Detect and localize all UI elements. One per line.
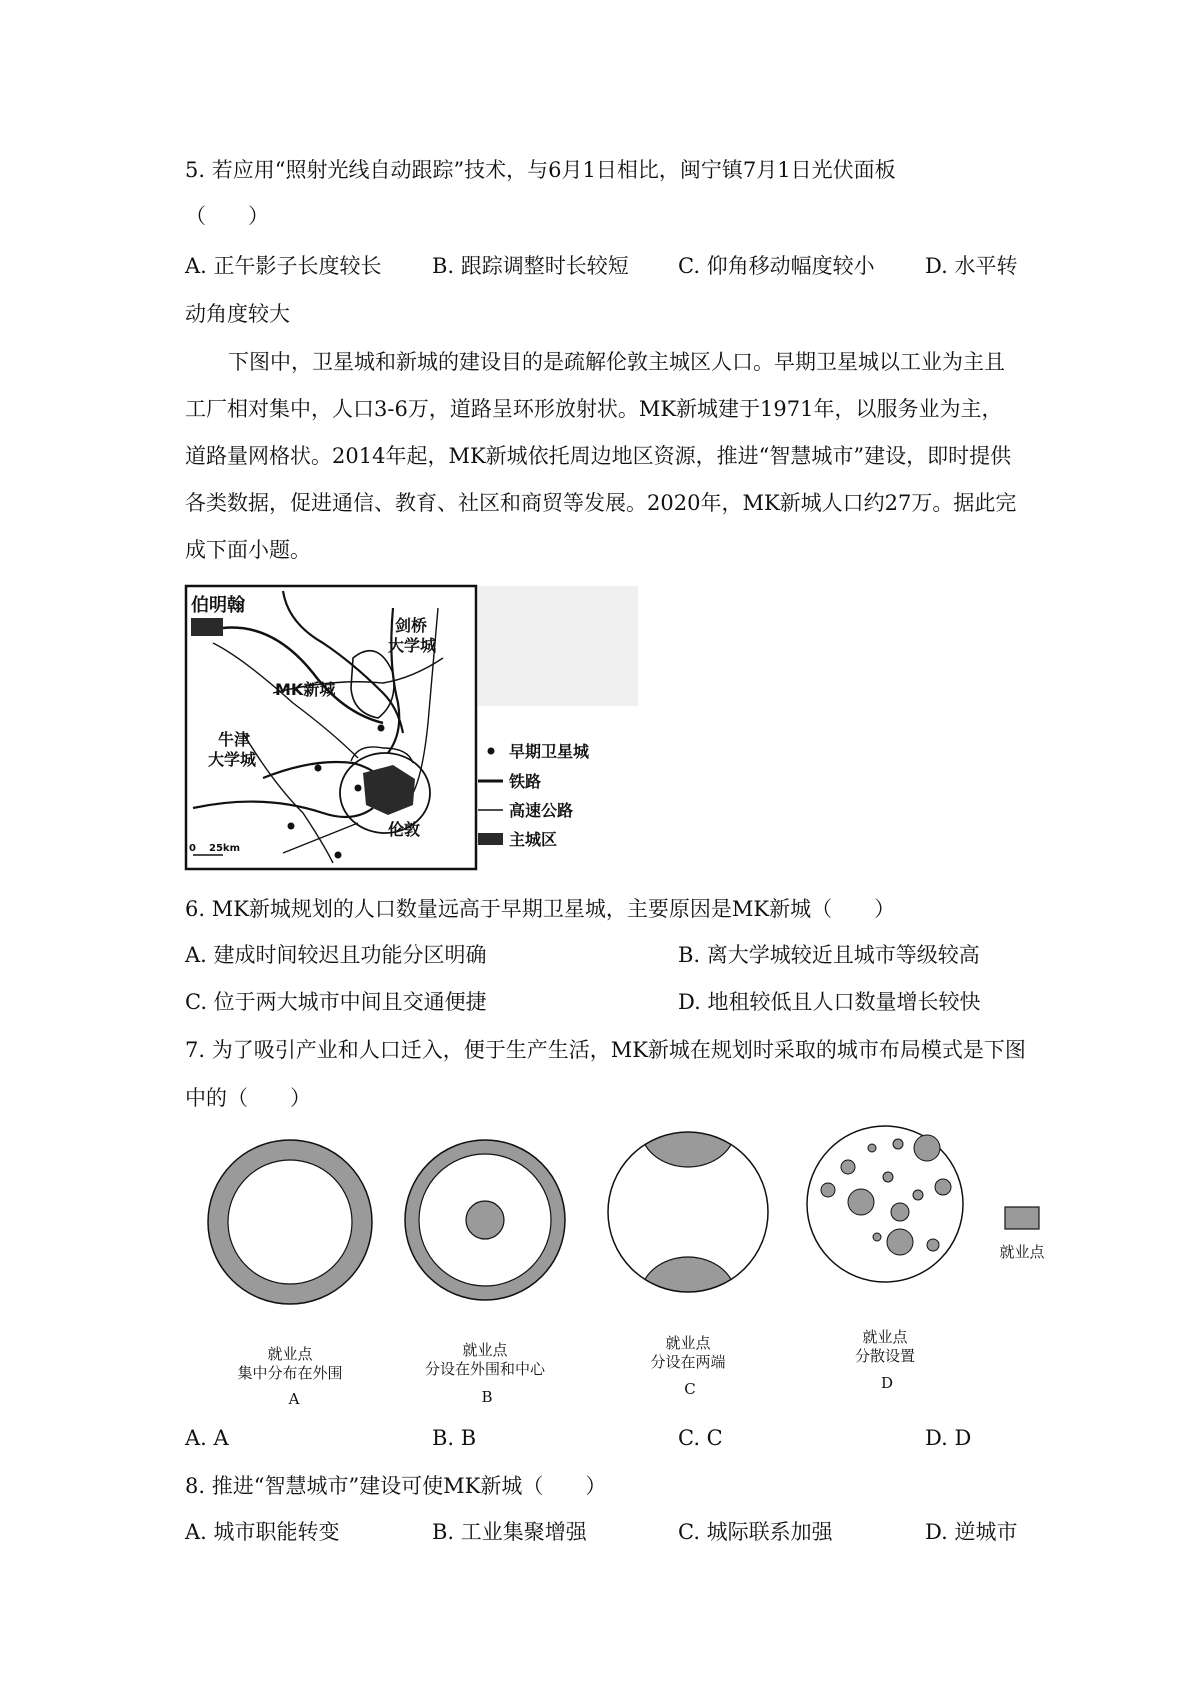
q7-option-a: A. A [185, 1426, 229, 1450]
passage-line-1: 下图中，卫星城和新城的建设目的是疏解伦敦主城区人口。早期卫星城以工业为主且 [228, 350, 1005, 374]
q6-option-b: B. 离大学城较近且城市等级较高 [678, 943, 980, 967]
layout-a-caption-1: 就业点 [267, 1345, 313, 1363]
q8-option-d: D. 逆城市 [925, 1520, 1018, 1544]
satellite-town-dot [288, 823, 295, 830]
legend-railway: 铁路 [509, 772, 542, 791]
mk-new-town-label: MK新城 [275, 680, 336, 699]
q5-option-d: D. 水平转 [925, 254, 1018, 278]
employment-legend-label: 就业点 [999, 1243, 1045, 1261]
layout-diagram-b [405, 1140, 565, 1406]
q5-option-b: B. 跟踪调整时长较短 [432, 254, 629, 278]
layout-diagram-d [807, 1126, 963, 1392]
layout-c-letter: C [684, 1380, 696, 1398]
q8-option-a: A. 城市职能转变 [185, 1520, 340, 1544]
layout-diagram-c [608, 1112, 768, 1398]
legend-dot-symbol [488, 748, 495, 755]
q6-option-d: D. 地租较低且人口数量增长较快 [678, 990, 981, 1014]
legend-satellite-town: 早期卫星城 [509, 742, 590, 761]
layout-d-letter: D [880, 1374, 894, 1392]
q7-option-d: D. D [925, 1426, 972, 1450]
legend-motorway: 高速公路 [509, 801, 574, 820]
q8-option-b: B. 工业集聚增强 [432, 1520, 587, 1544]
layout-a-caption-2: 集中分布在外围 [237, 1364, 343, 1382]
layout-diagram-a [208, 1140, 372, 1408]
passage-line-3: 道路量网格状。2014年起，MK新城依托周边地区资源，推进“智慧城市”建设，即时提供 [185, 444, 1012, 468]
scale-zero: 0 [189, 843, 196, 854]
q5-blank: （ ） [185, 204, 269, 228]
layout-a-letter: A [288, 1390, 300, 1408]
london-new-town-map [183, 583, 643, 873]
q6-option-a: A. 建成时间较迟且功能分区明确 [185, 943, 487, 967]
employment-legend-symbol [1005, 1207, 1039, 1229]
cambridge-label-2: 大学城 [388, 636, 437, 655]
q7-option-c: C. C [678, 1426, 723, 1450]
cambridge-label-1: 剑桥 [395, 616, 428, 635]
legend-urban-symbol [478, 833, 503, 845]
passage-line-4: 各类数据，促进通信、教育、社区和商贸等发展。2020年，MK新城人口约27万。据此完 [185, 491, 1017, 515]
q5-option-a: A. 正午影子长度较长 [185, 254, 382, 278]
legend-urban-area: 主城区 [509, 830, 558, 849]
q7-option-b: B. B [432, 1426, 477, 1450]
city-layout-diagrams [200, 1112, 1060, 1412]
passage-line-5: 成下面小题。 [185, 538, 311, 562]
oxford-label-1: 牛津 [218, 730, 251, 749]
oxford-label-2: 大学城 [208, 750, 257, 769]
q7-stem: 7. 为了吸引产业和人口迁入，便于生产生活，MK新城在规划时采取的城市布局模式是下图 [185, 1038, 1026, 1062]
layout-b-caption-1: 就业点 [462, 1341, 508, 1359]
q6-stem: 6. MK新城规划的人口数量远高于早期卫星城，主要原因是MK新城（ ） [185, 897, 896, 921]
layout-c-caption-1: 就业点 [665, 1334, 711, 1352]
q5-stem: 5. 若应用“照射光线自动跟踪”技术，与6月1日相比，闽宁镇7月1日光伏面板 [185, 158, 896, 182]
satellite-town-dot [355, 785, 362, 792]
birmingham-urban-area [191, 618, 223, 636]
layout-b-letter: B [481, 1388, 493, 1406]
satellite-town-dot [315, 765, 322, 772]
satellite-town-dot [378, 725, 385, 732]
layout-d-caption-2: 分散设置 [854, 1347, 916, 1365]
satellite-town-dot [335, 852, 342, 859]
q6-option-c: C. 位于两大城市中间且交通便捷 [185, 990, 487, 1014]
scan-shadow [478, 586, 638, 706]
passage-line-2: 工厂相对集中，人口3-6万，道路呈环形放射状。MK新城建于1971年，以服务业为主， [185, 397, 1003, 421]
layout-b-caption-2: 分设在外围和中心 [424, 1360, 546, 1378]
q7-stem-wrap: 中的（ ） [185, 1086, 311, 1110]
scale-label: 25km [209, 843, 240, 854]
q8-option-c: C. 城际联系加强 [678, 1520, 833, 1544]
q5-option-c: C. 仰角移动幅度较小 [678, 254, 875, 278]
layout-d-caption-1: 就业点 [862, 1328, 908, 1346]
birmingham-label: 伯明翰 [191, 595, 245, 616]
q5-option-d-wrap: 动角度较大 [185, 302, 290, 326]
q8-stem: 8. 推进“智慧城市”建设可使MK新城（ ） [185, 1474, 607, 1498]
london-label: 伦敦 [388, 820, 421, 839]
layout-c-caption-2: 分设在两端 [650, 1353, 726, 1371]
